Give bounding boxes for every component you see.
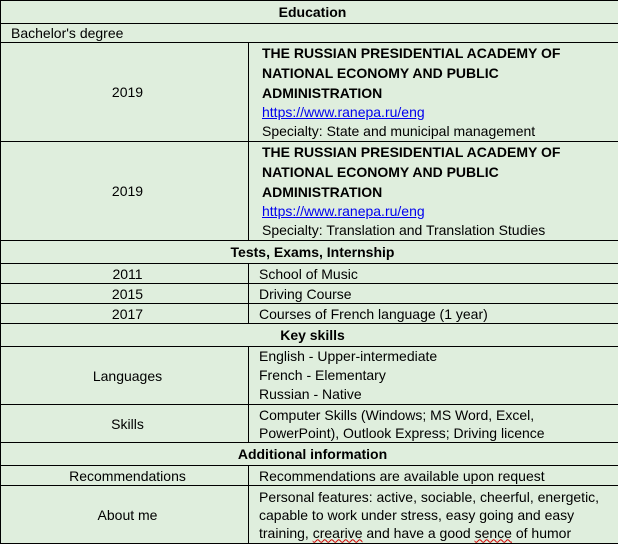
languages-list (249, 347, 618, 405)
test-year: 2015 (1, 284, 249, 304)
misspelled-word: crearive (313, 525, 363, 541)
degree-row (1, 24, 618, 43)
specialty: Specialty: Translation and Translation Studies (262, 221, 614, 240)
language-item: Russian - Native (259, 385, 614, 404)
test-year: 2017 (1, 304, 249, 324)
test-text: School of Music (249, 264, 618, 284)
additional-heading: Additional information (1, 443, 618, 466)
table-row (1, 264, 618, 284)
education-heading-row (1, 1, 618, 24)
education-entry (1, 142, 618, 241)
institution-name: THE RUSSIAN PRESIDENTIAL ACADEMY OF NATIONAL ECONOMY AND PUBLIC ADMINISTRATION (262, 142, 614, 202)
skills-heading: Key skills (1, 324, 618, 347)
recommendations-label: Recommendations (1, 466, 249, 486)
misspelled-word: sence (475, 525, 512, 541)
tests-heading: Tests, Exams, Internship (1, 241, 618, 264)
language-item: French - Elementary (259, 366, 614, 385)
specialty: Specialty: State and municipal management (262, 122, 614, 141)
about-text-part: of humor (512, 525, 571, 541)
table-row (1, 304, 618, 324)
test-text: Driving Course (249, 284, 618, 304)
education-details (249, 43, 618, 142)
test-year: 2011 (1, 264, 249, 284)
about-row (1, 486, 618, 544)
about-text (249, 486, 618, 544)
about-label: About me (1, 486, 249, 544)
recommendations-row (1, 466, 618, 486)
language-item: English - Upper-intermediate (259, 347, 614, 366)
additional-heading-row (1, 443, 618, 466)
table-row (1, 284, 618, 304)
tests-heading-row (1, 241, 618, 264)
institution-link[interactable]: https://www.ranepa.ru/eng (262, 202, 614, 221)
skills-row (1, 405, 618, 443)
education-heading: Education (1, 1, 618, 24)
institution-name: THE RUSSIAN PRESIDENTIAL ACADEMY OF NATIONAL ECONOMY AND PUBLIC ADMINISTRATION (262, 43, 614, 103)
education-year: 2019 (1, 142, 249, 241)
institution-link[interactable]: https://www.ranepa.ru/eng (262, 103, 614, 122)
education-entry (1, 43, 618, 142)
recommendations-text: Recommendations are available upon request (249, 466, 618, 486)
languages-row (1, 347, 618, 405)
education-year: 2019 (1, 43, 249, 142)
about-text-part: and have a good (363, 525, 475, 541)
education-details (249, 142, 618, 241)
languages-label: Languages (1, 347, 249, 405)
skills-label: Skills (1, 405, 249, 443)
degree-label: Bachelor's degree (1, 24, 618, 43)
about-text-part: Personal features: active, sociable, cheerful, energetic, capable to work under stress, easy going and easy training, (259, 489, 599, 541)
test-text: Courses of French language (1 year) (249, 304, 618, 324)
skills-heading-row (1, 324, 618, 347)
skills-text: Computer Skills (Windows; MS Word, Excel, PowerPoint), Outlook Express; Driving licence (249, 405, 618, 443)
